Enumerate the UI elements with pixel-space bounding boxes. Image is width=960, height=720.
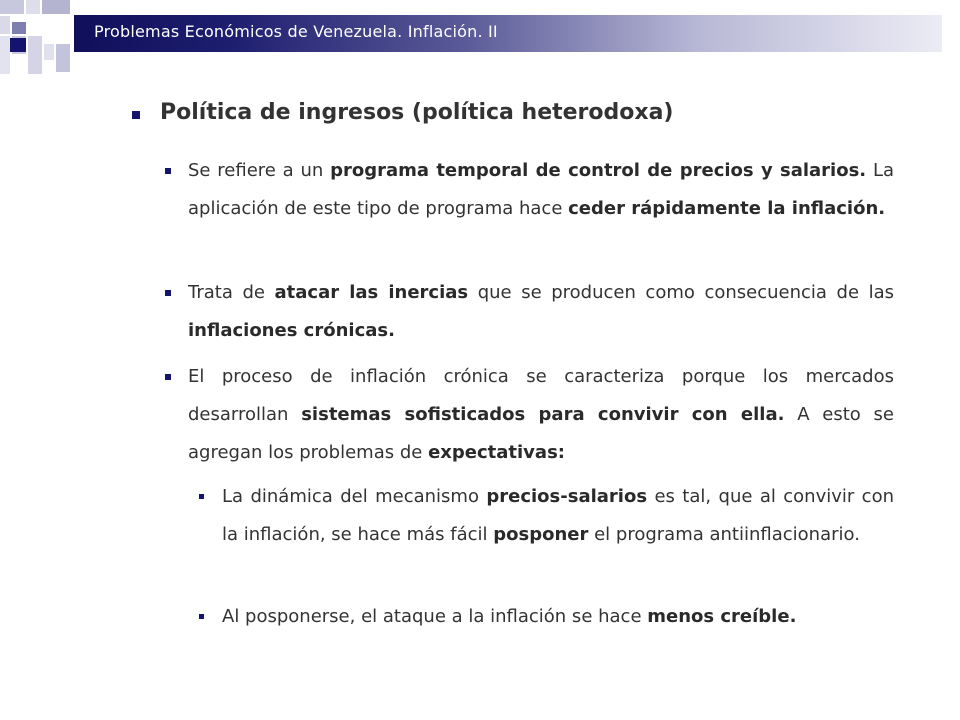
sub-bullet-item bbox=[222, 598, 894, 636]
sub-bullet-item bbox=[222, 478, 894, 554]
sub-bullet-emphasis: menos creíble. bbox=[647, 606, 797, 627]
bullet-item bbox=[188, 358, 894, 472]
square-bullet-icon bbox=[165, 168, 171, 174]
bullet-emphasis: sistemas sofisticados para convivir con ella. bbox=[301, 404, 785, 425]
bullet-text: que se producen como consecuencia de las bbox=[468, 282, 894, 303]
bullet-item bbox=[188, 152, 894, 228]
bullet-emphasis: programa temporal de control de precios y salarios. bbox=[330, 160, 867, 181]
bullet-emphasis: ceder rápidamente la inflación. bbox=[568, 198, 886, 219]
sub-bullet-emphasis: precios-salarios bbox=[486, 486, 648, 507]
square-bullet-icon bbox=[165, 290, 171, 296]
sub-bullet-text: el programa antiinflacionario. bbox=[588, 524, 860, 545]
bullet-emphasis: inflaciones crónicas. bbox=[188, 320, 395, 341]
bullet-text: El proceso de inflación crónica se caracteriza porque los mercados desarrollan bbox=[188, 366, 894, 425]
sub-bullet-text: es tal, que al convivir con la inflación, se hace más fácil bbox=[222, 486, 894, 545]
square-bullet-icon bbox=[199, 614, 204, 619]
bullet-emphasis: expectativas: bbox=[428, 442, 565, 463]
square-bullet-icon bbox=[199, 494, 204, 499]
sub-bullet-emphasis: posponer bbox=[493, 524, 589, 545]
bullet-emphasis: atacar las inercias bbox=[274, 282, 469, 303]
sub-bullet-text: La dinámica del mecanismo bbox=[222, 486, 487, 507]
bullet-text: Se refiere a un bbox=[188, 160, 331, 181]
bullet-text: La aplicación de este tipo de programa hace bbox=[188, 160, 895, 219]
heading-text: Política de ingresos (política heterodoxa) bbox=[160, 100, 674, 125]
bullet-item bbox=[188, 274, 894, 350]
square-bullet-icon bbox=[165, 374, 171, 380]
header-title: Problemas Económicos de Venezuela. Inflación. II bbox=[94, 22, 498, 41]
bullet-text: Trata de bbox=[188, 282, 275, 303]
sub-bullet-text: Al posponerse, el ataque a la inflación se hace bbox=[222, 606, 648, 627]
square-bullet-icon bbox=[132, 111, 140, 119]
bullet-text: A esto se agregan los problemas de bbox=[188, 404, 895, 463]
